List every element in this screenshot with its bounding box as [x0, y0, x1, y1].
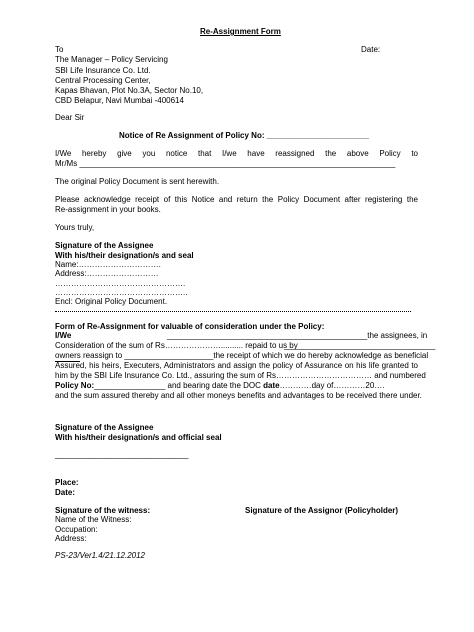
- separator-dotted: [55, 311, 411, 312]
- assignee-signature-heading: Signature of the Assignee: [55, 241, 154, 250]
- assignee-address-field: Address:………………………: [55, 269, 159, 278]
- form-line-2-right: __________________________________: [284, 341, 436, 350]
- form-line-7: and the sum assured thereby and all other moneys benefits and advantages to be received there under.: [55, 391, 422, 400]
- address-line-2: SBI Life Insurance Co. Ltd.: [55, 66, 151, 75]
- acknowledge-paragraph-line-2: Re-assignment in your books.: [55, 205, 161, 214]
- assignee-signature-line: ______________________________: [55, 450, 189, 459]
- notice-heading: Notice of Re Assignment of Policy No: _______________________: [119, 131, 370, 140]
- assignor-signature-heading: Signature of the Assignor (Policyholder): [245, 506, 399, 515]
- address-line-1: The Manager – Policy Servicing: [55, 55, 168, 64]
- assignee-name-field: Name:………………………….: [55, 260, 161, 269]
- form-line-3: owners reassign to ____________________the receipt of which we do hereby acknowledge as beneficial: [55, 351, 429, 360]
- enclosure-note: Encl: Original Policy Document.: [55, 297, 168, 306]
- doc-date-blank: …………day of…………20….: [279, 381, 385, 390]
- witness-signature-heading: Signature of the witness:: [55, 506, 151, 515]
- to-label: To: [55, 45, 64, 54]
- form-title: Re-Assignment Form: [200, 27, 281, 36]
- form-line-1-right: _____________________________________________the assignees, in: [167, 331, 428, 340]
- policy-no-blank: ________________ and bearing date the DOC: [94, 381, 264, 390]
- form-line-5: him by the SBI Life Insurance Co. Ltd., assuring the sum of Rs……………………………… and numbered: [55, 371, 426, 380]
- date-label: Date:: [361, 45, 381, 54]
- place-label: Place:: [55, 478, 79, 487]
- form-line-4: Assured, his heirs, Executers, Administrators and assign the policy of Assurance on his life granted to: [55, 361, 418, 370]
- assignee-address-line-1: ………………………………………….: [55, 279, 186, 288]
- address-line-5: CBD Belapur, Navi Mumbai -400614: [55, 96, 184, 105]
- salutation: Dear Sir: [55, 113, 85, 122]
- closing: Yours truly,: [55, 223, 95, 232]
- form-version-reference: PS-23/Ver1.4/21.12.2012: [55, 551, 145, 560]
- notice-paragraph-line-1: I/We hereby give you notice that I/we have reassigned the above Policy to: [55, 149, 418, 158]
- acknowledge-paragraph-line-1: Please acknowledge receipt of this Notice and return the Policy Document after registering the: [55, 195, 418, 204]
- assignee-seal-signature-heading: Signature of the Assignee: [55, 423, 154, 432]
- form-line-1-left: I/We: [55, 331, 72, 340]
- date-label-bottom: Date:: [55, 488, 76, 497]
- doc-date-label: date: [263, 381, 280, 390]
- form-line-2-left: Consideration of the sum of Rs………………….......... repaid to us by: [55, 341, 298, 350]
- witness-occupation-field: Occupation:: [55, 525, 98, 534]
- assignee-address-line-2: …………………………………………..: [55, 288, 188, 297]
- witness-name-field: Name of the Witness:: [55, 515, 132, 524]
- address-line-3: Central Processing Center,: [55, 76, 151, 85]
- form-reassignment-heading: Form of Re-Assignment for valuable of consideration under the Policy:: [55, 322, 325, 331]
- policy-no-label: Policy No:: [55, 381, 95, 390]
- address-line-4: Kapas Bhavan, Plot No.3A, Sector No.10,: [55, 86, 204, 95]
- assignee-seal-designation-heading: With his/their designation/s and official seal: [55, 433, 222, 442]
- notice-paragraph-line-2: Mr/Ms _______________________________________________________________________: [55, 159, 396, 168]
- document-enclosed-text: The original Policy Document is sent herewith.: [55, 177, 220, 186]
- assignee-designation-heading: With his/their designation/s and seal: [55, 251, 194, 260]
- witness-address-field: Address:: [55, 534, 87, 543]
- form-line-6: [55, 381, 385, 391]
